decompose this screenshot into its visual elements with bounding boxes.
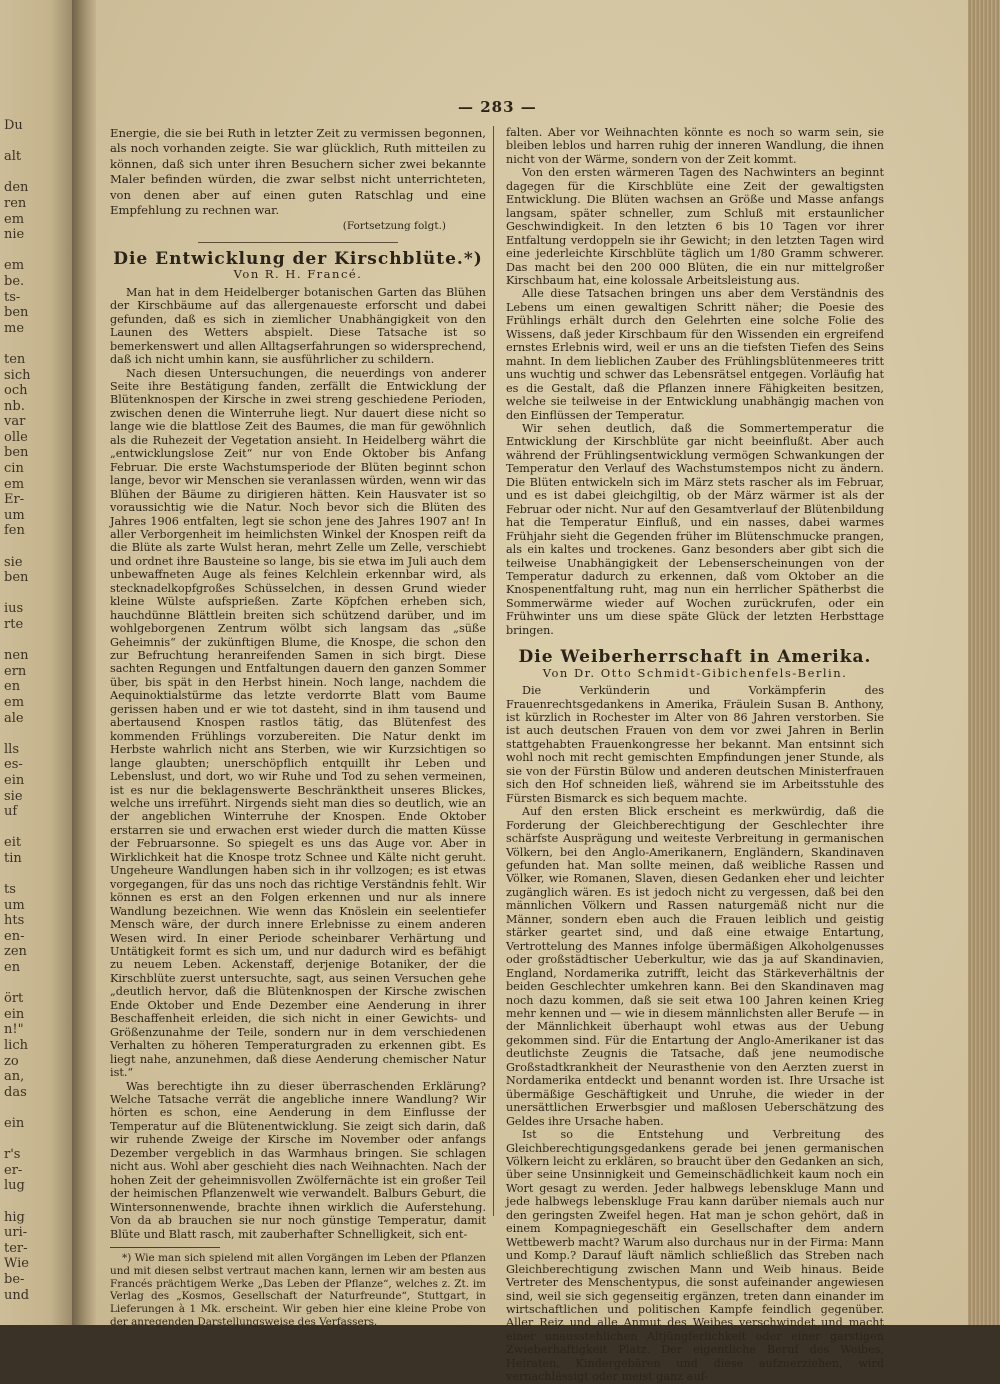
continued-paragraph: Energie, die sie bei Ruth in letzter Zeit zu vermissen begonnen, als noch vorhanden zeigte. Sie war glücklich, Ruth mitteilen zu können, daß sich unter ihren Besuchern sicher zwei bekannte Maler befinden würden, die zwar selbst nicht unterrichteten, von denen aber auf einen guten Ratschlag und eine Empfehlung zu rechnen war. — [110, 126, 486, 218]
article-paragraph: Die Verkünderin und Vorkämpferin des Frauenrechtsgedankens in Amerika, Fräulein Susan B. Anthony, ist kürzlich in Rochester im Alter von 86 Jahren verstorben. Sie ist auch deutschen Frauen von dem vor zwei Jahren in Berlin stattgehabten Frauenkongresse her bekannt. Man entsinnt sich wohl noch mit recht gemischten Empfindungen jener Stunde, als sie von der Fürstin Bülow und anderen deutschen Ministerfrauen sich den Hof schneiden ließ, während sie im Arbeitsstuhle des Fürsten Bismarck es sich bequem machte. — [506, 684, 884, 805]
article-paragraph: Nach diesen Untersuchungen, die neuerdings von anderer Seite ihre Bestätigung fanden, zerfällt die Entwicklung der Blütenknospen der Kirsche in zwei streng geschiedene Perioden, zwischen denen die Winterruhe liegt. Nur dauert diese nicht so lange wie die blattlose Zeit des Baumes, die man für gewöhnlich als die Ruhezeit der Vegetation ansieht. In Heidelberg währt die „entwicklungslose Zeit“ nur von Ende Oktober bis Anfang Februar. Die erste Wachstumsperiode der Blüten beginnt schon lange, bevor wir Menschen sie veranlassen würden, wenn wir das Blühen der Bäume zu dirigieren hätten. Kein Hausvater ist so voraussichtig wie die Natur. Noch bevor sich die Blüten des Jahres 1906 entfalten, legt sie schon jene des Jahres 1907 an! In aller Verborgenheit im heimlichsten Winkel der Knospen reift da die Blüte als zarte Wulst heran, mehrt Zelle um Zelle, verschiebt und ordnet ihre Bausteine so lange, bis sie etwa im Juli auch dem unbewaffneten Auge als feines Kelchlein erkennbar wird, als stecknadelkopfgroßes Schüsselchen, in dessen Grund wieder kleine Wülste aufsprießen. Zarte Köpfchen erheben sich, hauchdünne Blättlein breiten sich schützend darüber, und im wohlgeborgenen Zentrum wölbt sich langsam das „süße Geheimnis“ der zukünftigen Blume, die Knospe, die schon den zur Befruchtung heranreifenden Samen in sich birgt. Diese sachten Regungen und Entfaltungen dauern den ganzen Sommer über, bis spät in den Herbst hinein. Noch lange, nachdem die Aequinoktialstürme das letzte verdorrte Blatt vom Baume gerissen haben und er wie tot dasteht, sind in ihm tausend und abertausend Knospen rastlos tätig, das Blütenfest des kommenden Frühlings vorzubereiten. Die Natur denkt im Herbste wahrlich nicht ans Sterben, wie wir Kurzsichtigen so lange glaubten; unerschöpflich entquillt ihr Leben und Lebenslust, und dort, wo wir Ruhe und Tod zu sehen vermeinen, ist es nur die beklagenswerte Beschränktheit unseres Blickes, welche uns irreführt. Nirgends sieht man dies so deutlich, wie an der angeblichen Winterruhe der Knospen. Ende Oktober erstarren sie und erwachen erst wieder durch die matten Küsse der Februarsonne. So spiegelt es uns das Auge vor. Aber in Wirklichkeit hat die Knospe trotz Schnee und Kälte nicht geruht. Ungeheure Wandlungen haben sich in ihr vollzogen; es ist etwas vorgegangen, für das uns noch das richtige Verständnis fehlt. Wir können es erst an den Folgen erkennen und nur als innere Wandlung bezeichnen. Wie wenn das Knöslein ein seelentiefer Mensch wäre, der durch innere Erlebnisse zu einem anderen Wesen wird. In einer Periode scheinbarer Verhärtung und Untätigkeit formt es sich um, und nur dadurch wird es befähigt zu neuem Leben. Ackenstaff, derjenige Botaniker, der die Kirschblüte zuerst untersuchte, sagt, aus seinen Versuchen gehe „deutlich hervor, daß die Blütenknospen der Kirsche zwischen Ende Oktober und Ende Dezember eine Aenderung in ihrer Beschaffenheit erleiden, die sich nicht in einer Gewichts- und Größenzunahme der Teile, sondern nur in dem verschiedenen Verhalten zu höheren Temperaturgraden zu erkennen gibt. Es liegt nahe, anzunehmen, daß diese Aenderung chemischer Natur ist.“ — [110, 366, 486, 1080]
facing-page-text-fragment: Du alt den ren em nie em be. ts- ben me ten sich och nb. var olle ben cin em Er- um fen sie ben ius rte nen ern en em ale lls es- ein sie uf eit tin ts um hts en- zen en ört ein n!" lich zo an, das ein r's er- lug hig uri- ter- Wie be- und — [4, 118, 31, 1303]
left-column — [110, 126, 486, 1329]
page-number: — 283 — — [458, 98, 537, 116]
book-page — [96, 0, 968, 1384]
article-title-kirschbluete: Die Entwicklung der Kirschblüte.*) — [113, 248, 483, 269]
footnote — [110, 1252, 486, 1329]
article-paragraph: falten. Aber vor Weihnachten könnte es noch so warm sein, sie bleiben leblos und harren ruhig der inneren Wandlung, die ihnen nicht von der Wärme, sondern von der Zeit kommt. — [506, 126, 884, 166]
facing-page-margin — [0, 0, 72, 1325]
article-paragraph: Von den ersten wärmeren Tagen des Nachwinters an beginnt dagegen für die Kirschblüte eine Zeit der gewaltigsten Entwicklung. Die Blüten wachsen an Größe und Masse anfangs langsam, später schneller, zum Schluß mit erstaunlicher Geschwindigkeit. In den letzten 6 bis 10 Tagen vor ihrer Entfaltung verdoppeln sie ihr Gewicht; in den letzten Tagen wird eine jederleichte Kirschblüte täglich um 1/80 Gramm schwerer. Das macht bei den 200 000 Blüten, die ein nur mittelgroßer Kirschbaum hat, eine kolossale Arbeitsleistung aus. — [506, 166, 884, 287]
article-paragraph: Ist so die Entstehung und Verbreitung des Gleichberechtigungsgedankens gerade bei jenen germanischen Völkern leicht zu erklären, so braucht über den Gedanken an sich, über seine Unsinnigkeit und Gemeinschädlichkeit kaum noch ein Wort gesagt zu werden. Jeder halbwegs lebenskluge Mann und jede halbwegs lebenskluge Frau kann darüber niemals auch nur den geringsten Zweifel hegen. Hat man je schon gehört, daß in einem Kompagniegeschäft ein Gesellschafter dem andern Wettbewerb macht? Warum also durchaus nur in der Firma: Mann und Komp.? Darauf läuft nämlich schließlich das Streben nach Gleichberechtigung zwischen Mann und Weib hinaus. Beide Vertreter des Menschentypus, die sonst aufeinander angewiesen sind, weil sie sich gegenseitig ergänzen, treten dann einander im wirtschaftlichen und politischen Kampfe feindlich gegenüber. Aller Reiz und alle Anmut des Weibes verschwindet und macht einer unausstehlichen Altjüngferlichkeit oder einer garstigen Zwieberhaftigkeit Platz. Der eigentliche Beruf des Weibes, Heiraten, Kindergebären und diese aufzuerziehen, wird vernachlässigt oder meist ganz auf- — [506, 1128, 884, 1384]
footnote-rule — [110, 1247, 220, 1248]
article-author-france: Von R. H. Francé. — [233, 267, 363, 282]
continuation-note: (Fortsetzung folgt.) — [342, 220, 446, 233]
right-column — [506, 126, 884, 1384]
column-divider — [493, 126, 494, 1216]
article-paragraph: Auf den ersten Blick erscheint es merkwürdig, daß die Forderung der Gleichberechtigung der Geschlechter ihre schärfste Ausprägung und weiteste Verbreitung in germanischen Völkern, bei den Anglo-Amerikanern, Engländern, Skandinaven gefunden hat. Man sollte meinen, daß weibliche Rassen und Völker, wie Romanen, Slaven, diesen Gedanken eher und leichter zugänglich wären. Es ist jedoch nicht zu vergessen, daß bei den männlichen Völkern und Rassen naturgemäß nicht nur die Männer, sondern eben auch die Frauen leiblich und geistig stärker geartet sind, und daß eine etwaige Entartung, Vertrottelung des Mannes infolge übermäßigen Alkoholgenusses oder großstädtischer Ueberkultur, wie das ja auf Skandinavien, England, Nordamerika zutrifft, leicht das Stärkeverhältnis der beiden Geschlechter umkehren kann. Bei den Skandinaven mag noch dazu kommen, daß sie seit etwa 100 Jahren keinen Krieg mehr kennen und — wie in diesem männlichsten aller Berufe — in der Männlichkeit überhaupt wohl etwas aus der Uebung gekommen sind. Für die Entartung der Anglo-Amerikaner ist das deutlichste Zeugnis die Tatsache, daß jene neumodische Großstadtkrankheit der Neurasthenie von den Aerzten zuerst in Nordamerika entdeckt und benannt worden ist. Ihre Ursache ist übermäßige Geschäftigkeit und Unruhe, die wieder in der unersättlichen Erwerbsgier und maßlosen Ueberschätzung des Geldes ihre Ursache haben. — [506, 805, 884, 1128]
article-title-weiberherrschaft: Die Weiberherrschaft in Amerika. — [518, 647, 872, 668]
article-paragraph: Wir sehen deutlich, daß die Sommertemperatur die Entwicklung der Kirschblüte gar nicht beeinflußt. Aber auch während der Frühlingsentwicklung vermögen Schwankungen der Temperatur den Verlauf des Wachstumstempos nicht zu ändern. Die Blüten entwickeln sich im März stets rascher als im Februar, und es ist dabei gleichgiltig, ob der März wärmer ist als der Februar oder nicht. Nur auf den Gesamtverlauf der Blütenbildung hat die Temperatur Einfluß, und ein nasses, dabei warmes Frühjahr sieht die Gegenden früher im Blütenschmucke prangen, als ein kaltes und trockenes. Ganz besonders aber gibt sich die teilweise Unabhängigkeit der Lebenserscheinungen von der Temperatur dadurch zu erkennen, daß vom Oktober an die Knospenentfaltung ruht, mag nun ein herrlicher Spätherbst die Sommerwärme wieder auf Wochen zurückrufen, oder ein Frühwinter uns um diese späte Glück der letzten Herbsttage bringen. — [506, 421, 884, 637]
section-rule — [198, 242, 398, 243]
book-gutter — [72, 0, 98, 1325]
page-stack-edge — [968, 0, 1000, 1325]
article-author-schmidt: Von Dr. Otto Schmidt-Gibichenfels-Berlin. — [542, 665, 848, 680]
article-paragraph: Was berechtigte ihn zu dieser überraschenden Erklärung? Welche Tatsache verrät die angebliche innere Wandlung? Wir hörten es schon, eine Aenderung in dem Einflusse der Temperatur auf die Blütenentwicklung. Sie zeigt sich darin, daß wir ruhende Zweige der Kirsche im November oder anfangs Dezember vergeblich in das Warmhaus bringen. Sie schlagen nicht aus. Wohl aber geschieht dies nach Weihnachten. Nach der hohen Zeit der geheimnisvollen Zwölfernächte ist ein großer Teil der heimischen Pflanzenwelt wie verwandelt. Balburs Geburt, die Wintersonnenwende, brachte ihnen wirklich die Auferstehung. Von da ab brauchen sie nur noch günstige Temperatur, damit Blüte und Blatt rasch, mit zauberhafter Schnelligkeit, sich ent- — [110, 1079, 486, 1241]
article-paragraph: Man hat in dem Heidelberger botanischen Garten das Blühen der Kirschbäume auf das allergenaueste erforscht und dabei gefunden, daß es sich in ziemlicher Unabhängigkeit von den Launen des Wetters abspielt. Diese Tatsache ist so bemerkenswert und allen Alltagserfahrungen so widersprechend, daß ich nicht umhin kann, sie ausführlicher zu schildern. — [110, 285, 486, 367]
footnote-text: *) Wie man sich spielend mit allen Vorgängen im Leben der Pflanzen und mit diesen selbst vertraut machen kann, lernen wir am besten aus Francés prächtigem Werke „Das Leben der Pflanze“, welches z. Zt. im Verlag des „Kosmos, Gesellschaft der Naturfreunde“, Stuttgart, in Lieferungen à 1 Mk. erscheint. Wir geben hier eine kleine Probe von der anregenden Darstellungsweise des Verfassers. — [110, 1251, 486, 1328]
article-paragraph: Alle diese Tatsachen bringen uns aber dem Verständnis des Lebens um einen gewaltigen Schritt näher; die Poesie des Frühlings erhält durch den Gelehrten eine solche Folie des Wissens, daß jeder Kirschbaum für den Wissenden ein ergreifend ernstes Erlebnis wird, weil er uns an die tiefsten Tiefen des Seins mahnt. In dem lieblichen Zauber des Frühlingsblütenmeeres tritt uns wuchtig und schwer das Lebensrätsel entgegen. Vorläufig hat es die Gestalt, daß die Pflanzen innere Fähigkeiten besitzen, welche sie teilweise in der Entwicklung unabhängig machen von den Einflüssen der Temperatur. — [506, 287, 884, 422]
